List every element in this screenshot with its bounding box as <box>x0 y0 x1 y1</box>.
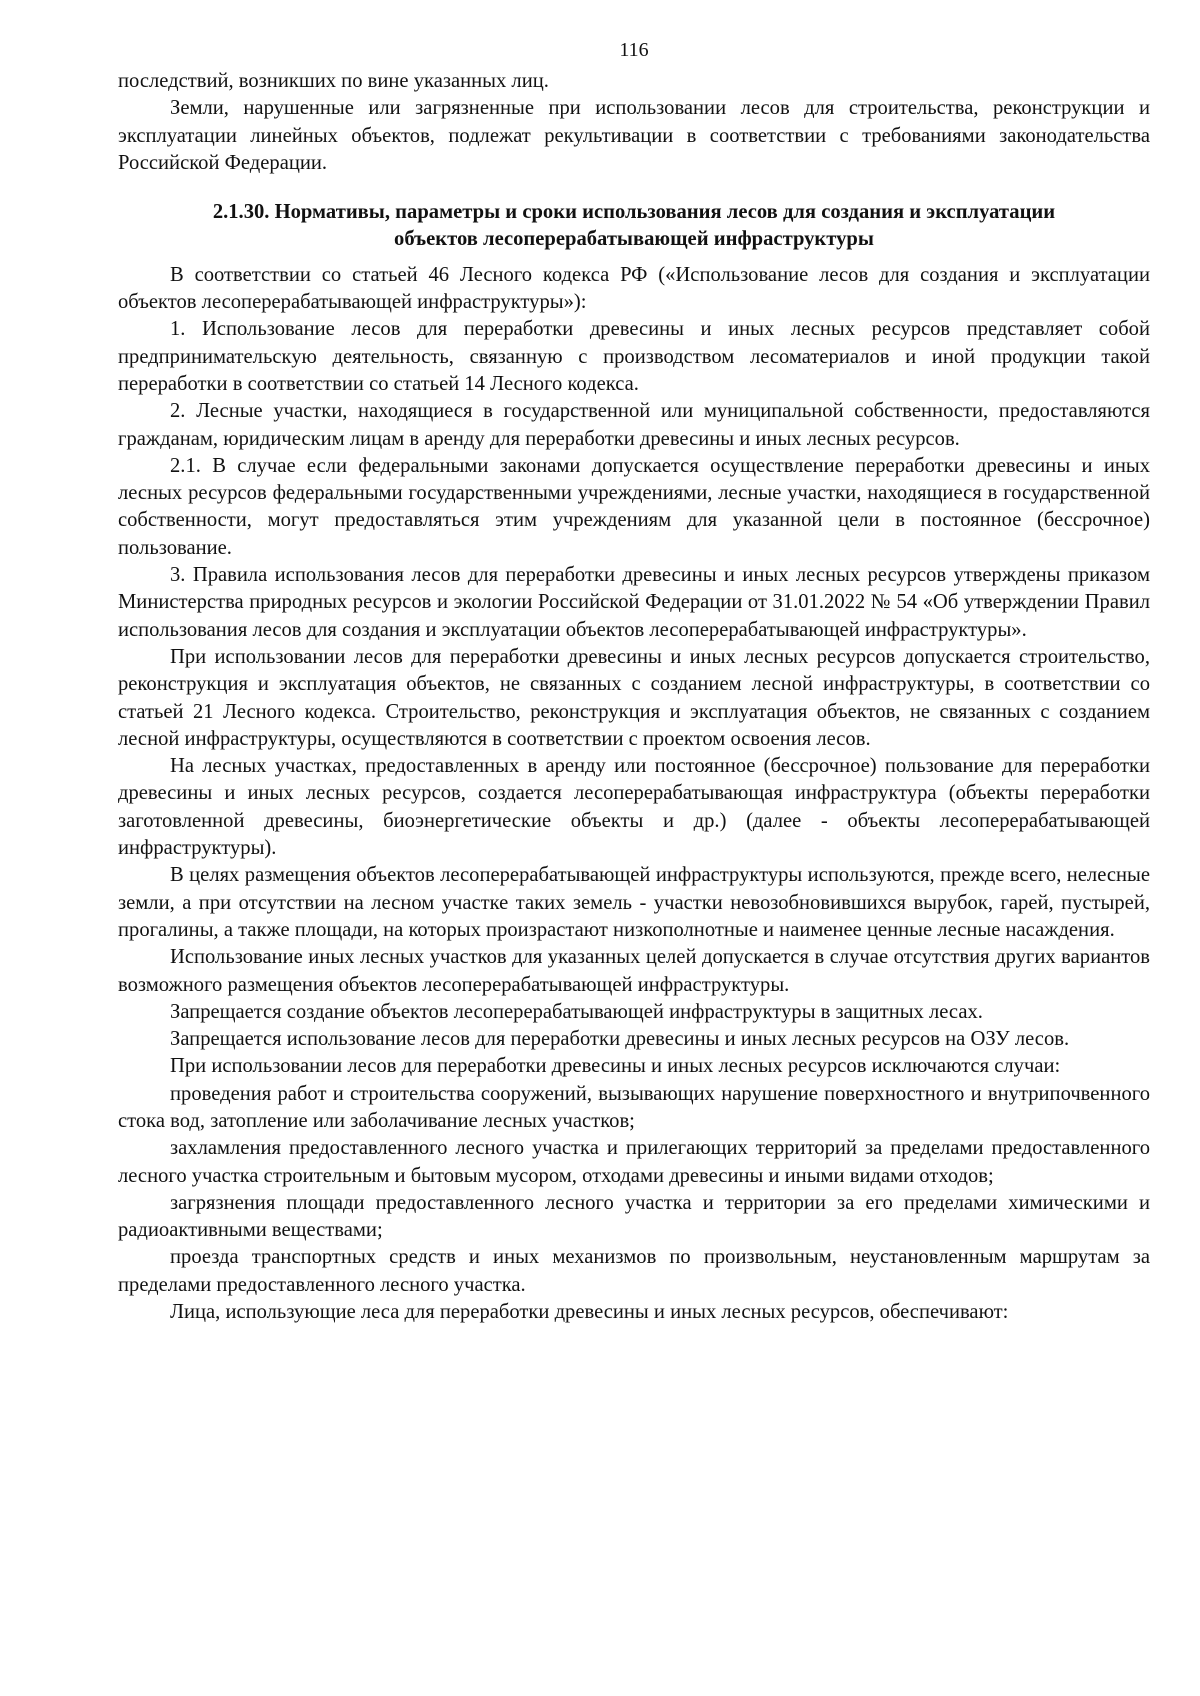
paragraph: На лесных участках, предоставленных в аренду или постоянное (бессрочное) пользование для переработки древесины и иных лесных ресурсов, создается лесоперерабатывающая инфраструктура (объекты переработки заготовленной древесины, биоэнергетические объекты и др.) (далее - объекты лесоперерабатывающей инфраструктуры). <box>118 755 1150 860</box>
paragraph: 1. Использование лесов для переработки древесины и иных лесных ресурсов представляет собой предпринимательскую деятельность, связанную с производством лесоматериалов и иной продукции такой переработки в соответствии со статьей 14 Лесного кодекса. <box>118 318 1150 395</box>
paragraph: В целях размещения объектов лесоперерабатывающей инфраструктуры используются, прежде всего, нелесные земли, а при отсутствии на лесном участке таких земель - участки невозобновившихся вырубок, гарей, пустырей, прогалины, а также площади, на которых произрастают низкополнотные и наименее ценные лесные насаждения. <box>118 864 1150 941</box>
section-heading <box>118 199 1150 254</box>
paragraph: При использовании лесов для переработки древесины и иных лесных ресурсов исключаются случаи: <box>170 1055 1061 1078</box>
document-page <box>118 38 1150 1326</box>
paragraph: 3. Правила использования лесов для переработки древесины и иных лесных ресурсов утверждены приказом Министерства природных ресурсов и экологии Российской Федерации от 31.01.2022 № 54 «Об утверждении Правил использования лесов для создания и эксплуатации объектов лесоперерабатывающей инфраструктуры». <box>118 564 1150 641</box>
paragraph: 2. Лесные участки, находящиеся в государственной или муниципальной собственности, предоставляются гражданам, юридическим лицам в аренду для переработки древесины и иных лесных ресурсов. <box>118 400 1150 450</box>
list-item: проведения работ и строительства сооружений, вызывающих нарушение поверхностного и внутрипочвенного стока вод, затопление или заболачивание лесных участков; <box>118 1082 1150 1132</box>
paragraph-land-reclamation: Земли, нарушенные или загрязненные при использовании лесов для строительства, реконструкции и эксплуатации линейных объектов, подлежат рекультивации в соответствии с требованиями законодательства Российской Федерации. <box>118 97 1150 174</box>
paragraph: При использовании лесов для переработки древесины и иных лесных ресурсов допускается строительство, реконструкция и эксплуатация объектов, не связанных с созданием лесной инфраструктуры, в соответствии со статьей 21 Лесного кодекса. Строительство, реконструкция и эксплуатация объектов, не связанных с созданием лесной инфраструктуры, осуществляются в соответствии с проектом освоения лесов. <box>118 645 1150 750</box>
paragraph-continuation: последствий, возникших по вине указанных лиц. <box>118 70 549 92</box>
page-number: 116 <box>619 39 649 61</box>
paragraph: Лица, использующие леса для переработки древесины и иных лесных ресурсов, обеспечивают: <box>170 1301 1009 1324</box>
paragraph: Запрещается создание объектов лесоперерабатывающей инфраструктуры в защитных лесах. <box>170 1000 983 1023</box>
list-item: захламления предоставленного лесного участка и прилегающих территорий за пределами предоставленного лесного участка строительным и бытовым мусором, отходами древесины и иными видами отходов; <box>118 1137 1150 1187</box>
section-heading-line-1: 2.1.30. Нормативы, параметры и сроки использования лесов для создания и эксплуатации <box>212 201 1056 224</box>
paragraph: Использование иных лесных участков для указанных целей допускается в случае отсутствия других вариантов возможного размещения объектов лесоперерабатывающей инфраструктуры. <box>118 946 1150 996</box>
section-heading-line-2: объектов лесоперерабатывающей инфраструктуры <box>394 228 874 251</box>
paragraph: В соответствии со статьей 46 Лесного кодекса РФ («Использование лесов для создания и эксплуатации объектов лесоперерабатывающей инфраструктуры»): <box>118 263 1150 314</box>
list-item: проезда транспортных средств и иных механизмов по произвольным, неустановленным маршрутам за пределами предоставленного лесного участка. <box>118 1246 1150 1296</box>
paragraph: 2.1. В случае если федеральными законами допускается осуществление переработки древесины и иных лесных ресурсов федеральными государственными учреждениями, лесные участки, находящиеся в государственной собственности, могут предоставляться этим учреждениям для указанной цели в постоянное (бессрочное) пользование. <box>118 454 1150 559</box>
paragraph: Запрещается использование лесов для переработки древесины и иных лесных ресурсов на ОЗУ лесов. <box>170 1028 1070 1051</box>
list-item: загрязнения площади предоставленного лесного участка и территории за его пределами химическими и радиоактивными веществами; <box>118 1191 1150 1242</box>
